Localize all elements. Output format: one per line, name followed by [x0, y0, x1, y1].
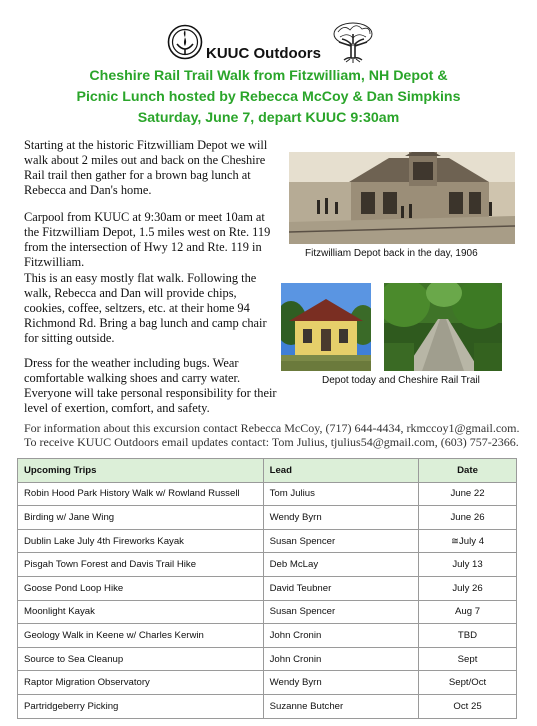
rail-trail-photo [384, 283, 502, 371]
trip-lead: Deb McLay [263, 553, 418, 577]
table-row [18, 506, 517, 530]
header-lead: Lead [263, 459, 418, 483]
title-line-2: Picnic Lunch hosted by Rebecca McCoy & Dan Simpkins [76, 89, 461, 105]
flaming-chalice-icon [167, 24, 203, 60]
trip-date: June 22 [419, 482, 517, 506]
trip-date: Sept [419, 647, 517, 671]
trip-name: Dublin Lake July 4th Fireworks Kayak [18, 529, 264, 553]
contact-info [24, 421, 524, 449]
trip-lead: Wendy Byrn [263, 671, 418, 695]
contact-updates: To receive KUUC Outdoors email updates contact: Tom Julius, tjulius54@gmail.com, (603) 757-2366. [24, 435, 519, 449]
event-title [0, 66, 537, 129]
upcoming-trips-table [17, 458, 517, 719]
trip-date: TBD [419, 624, 517, 648]
trip-lead: Susan Spencer [263, 600, 418, 624]
trip-lead: John Cronin [263, 624, 418, 648]
trip-lead: Tom Julius [263, 482, 418, 506]
table-row [18, 576, 517, 600]
table-row [18, 482, 517, 506]
trip-date: Sept/Oct [419, 671, 517, 695]
depot-today-photo [281, 283, 371, 371]
table-header-row [18, 459, 517, 483]
trip-name: Birding w/ Jane Wing [18, 506, 264, 530]
paragraph-intro: Starting at the historic Fitzwilliam Depot we will walk about 2 miles out and back on the Cheshire Rail trail then gather for a brown bag lunch at Rebecca and Dan's home. [24, 138, 268, 197]
paragraph-carpool: Carpool from KUUC at 9:30am or meet 10am at the Fitzwilliam Depot, 1.5 miles west on Rte. 119 from the intersection of Hwy 12 and Rte. 119 in Fitzwilliam. [24, 210, 271, 269]
trip-date: July 13 [419, 553, 517, 577]
table-row [18, 647, 517, 671]
trip-date: Aug 7 [419, 600, 517, 624]
trip-name: Robin Hood Park History Walk w/ Rowland Russell [18, 482, 264, 506]
trip-lead: John Cronin [263, 647, 418, 671]
trip-name: Goose Pond Loop Hike [18, 576, 264, 600]
table-row [18, 600, 517, 624]
contact-excursion: For information about this excursion contact Rebecca McCoy, (717) 644-4434, rkmccoy1@gmail.com. [24, 421, 520, 435]
trip-date: ≅July 4 [419, 529, 517, 553]
trip-lead: Suzanne Butcher [263, 694, 418, 718]
header-date: Date [419, 459, 517, 483]
paragraph-walk: This is an easy mostly flat walk. Following the walk, Rebecca and Dan will provide chips, cookies, coffee, seltzers, etc. at their home 94 Richmond Rd. Bring a bag lunch and camp chair for sitting outside. [24, 271, 267, 345]
trip-name: Pisgah Town Forest and Davis Trail Hike [18, 553, 264, 577]
trip-date: July 26 [419, 576, 517, 600]
paragraph-dress: Dress for the weather including bugs. Wear comfortable walking shoes and carry water. Everyone will take personal responsibility for their level of exertion, comfort, and safety. [24, 356, 277, 415]
title-line-1: Cheshire Rail Trail Walk from Fitzwilliam, NH Depot & [89, 68, 448, 84]
historic-depot-photo [289, 152, 515, 244]
trip-date: June 26 [419, 506, 517, 530]
tree-icon [330, 20, 376, 64]
trip-name: Moonlight Kayak [18, 600, 264, 624]
table-row [18, 694, 517, 718]
historic-photo-caption: Fitzwilliam Depot back in the day, 1906 [305, 248, 478, 259]
trip-lead: Susan Spencer [263, 529, 418, 553]
trip-name: Geology Walk in Keene w/ Charles Kerwin [18, 624, 264, 648]
trip-name: Source to Sea Cleanup [18, 647, 264, 671]
trip-lead: David Teubner [263, 576, 418, 600]
table-row [18, 624, 517, 648]
trip-name: Partridgeberry Picking [18, 694, 264, 718]
trip-lead: Wendy Byrn [263, 506, 418, 530]
table-row [18, 529, 517, 553]
title-line-3: Saturday, June 7, depart KUUC 9:30am [137, 110, 400, 126]
trip-date: Oct 25 [419, 694, 517, 718]
trip-name: Raptor Migration Observatory [18, 671, 264, 695]
org-name: KUUC Outdoors [206, 45, 321, 62]
table-row [18, 553, 517, 577]
table-row [18, 671, 517, 695]
header-upcoming-trips: Upcoming Trips [18, 459, 264, 483]
current-photos-caption: Depot today and Cheshire Rail Trail [322, 375, 480, 386]
